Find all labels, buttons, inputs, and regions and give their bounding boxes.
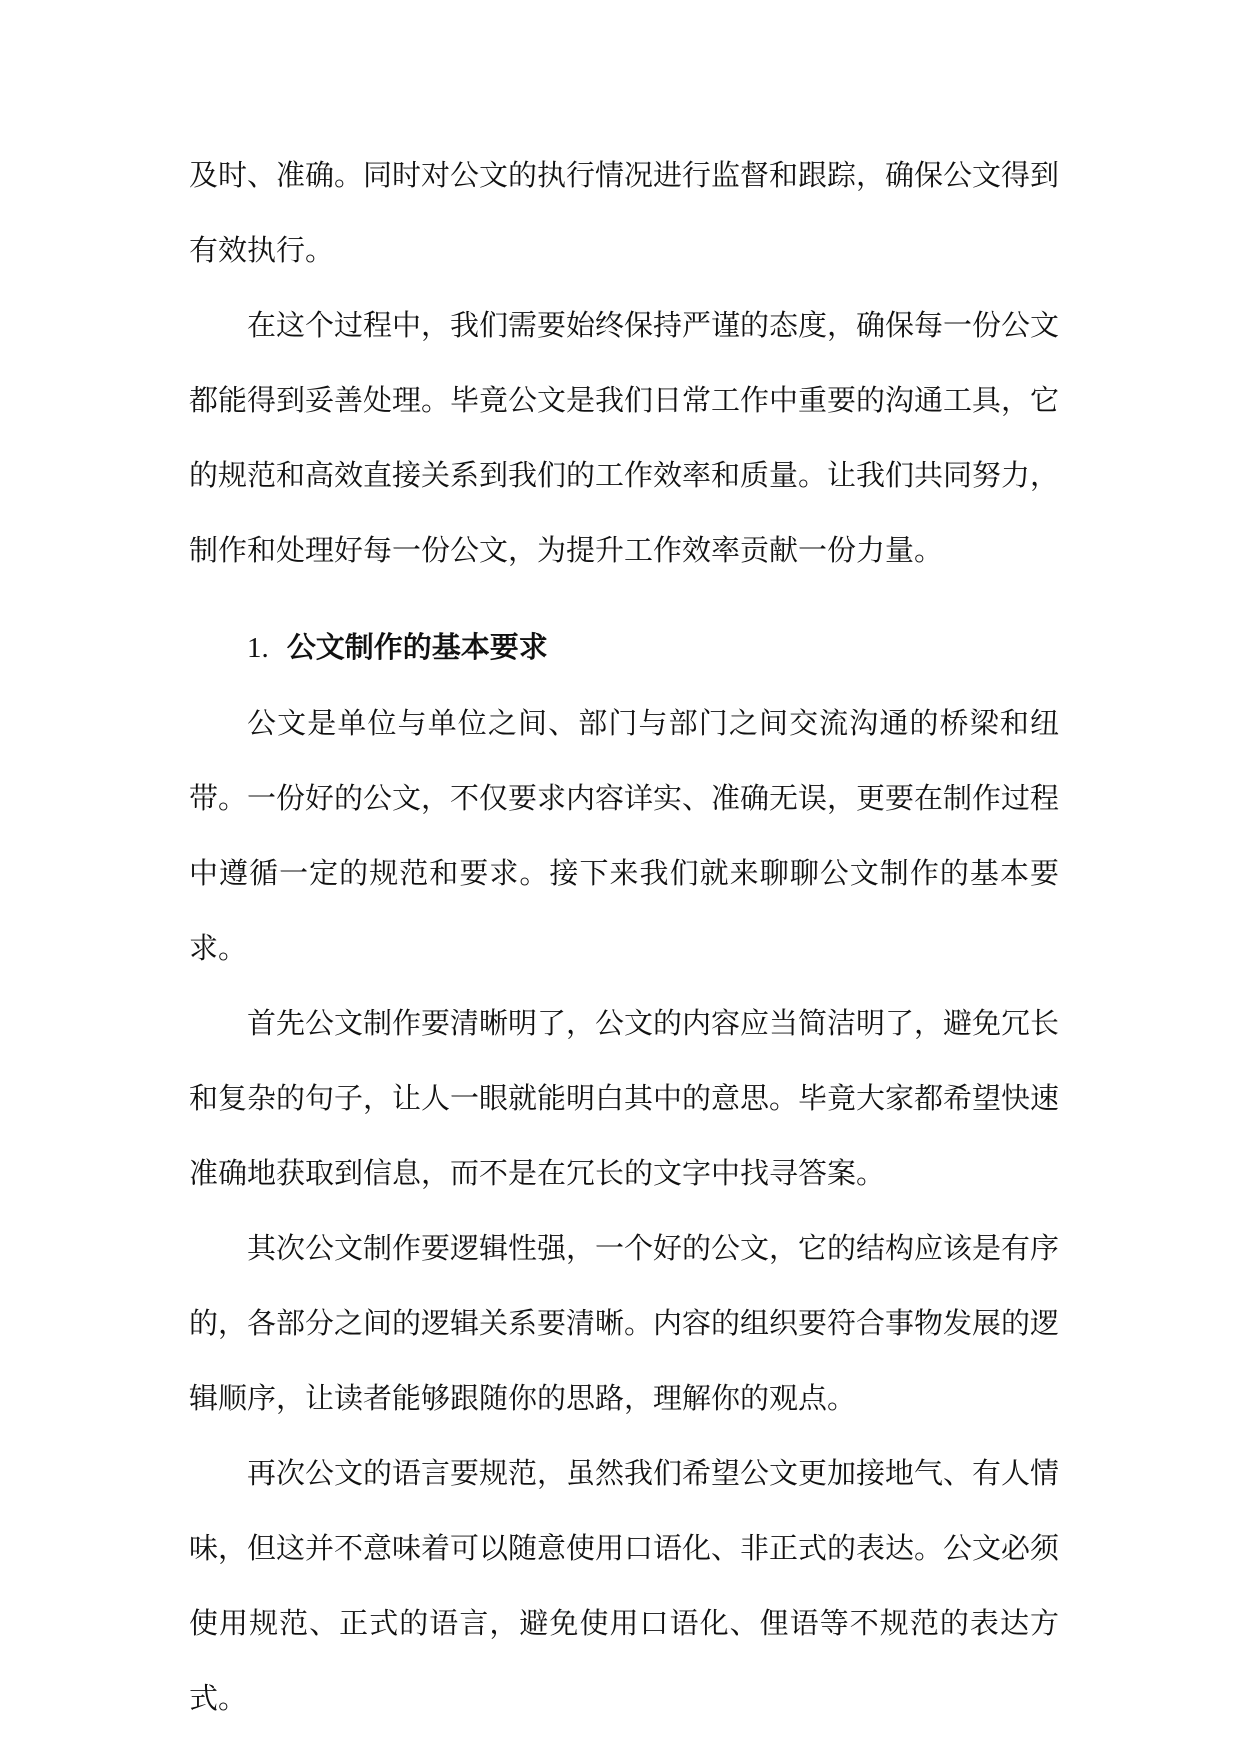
paragraph-closing: 在这个过程中，我们需要始终保持严谨的态度，确保每一份公文都能得到妥善处理。毕竟公文是我们日常工作中重要的沟通工具，它的规范和高效直接关系到我们的工作效率和质量。让我们共同努力，制作和处理好每一份公文，为提升工作效率贡献一份力量。 (189, 308, 1060, 567)
document-body (189, 138, 1059, 1736)
section-number: 1. (247, 632, 269, 664)
paragraph-intro: 公文是单位与单位之间、部门与部门之间交流沟通的桥梁和纽带。一份好的公文，不仅要求内容详实、准确无误，更要在制作过程中遵循一定的规范和要求。接下来我们就来聊聊公文制作的基本要求。 (189, 706, 1060, 965)
paragraph-language: 再次公文的语言要规范，虽然我们希望公文更加接地气、有人情味，但这并不意味着可以随意使用口语化、非正式的表达。公文必须使用规范、正式的语言，避免使用口语化、俚语等不规范的表达方式。 (189, 1456, 1060, 1715)
paragraph-clarity: 首先公文制作要清晰明了，公文的内容应当简洁明了，避免冗长和复杂的句子，让人一眼就能明白其中的意思。毕竟大家都希望快速准确地获取到信息，而不是在冗长的文字中找寻答案。 (189, 1006, 1060, 1190)
paragraph-continuation: 及时、准确。同时对公文的执行情况进行监督和跟踪，确保公文得到有效执行。 (189, 158, 1060, 267)
section-title: 公文制作的基本要求 (286, 630, 548, 664)
paragraph-logic: 其次公文制作要逻辑性强，一个好的公文，它的结构应该是有序的，各部分之间的逻辑关系要清晰。内容的组织要符合事物发展的逻辑顺序，让读者能够跟随你的思路，理解你的观点。 (189, 1231, 1060, 1415)
section-heading (189, 610, 1059, 686)
